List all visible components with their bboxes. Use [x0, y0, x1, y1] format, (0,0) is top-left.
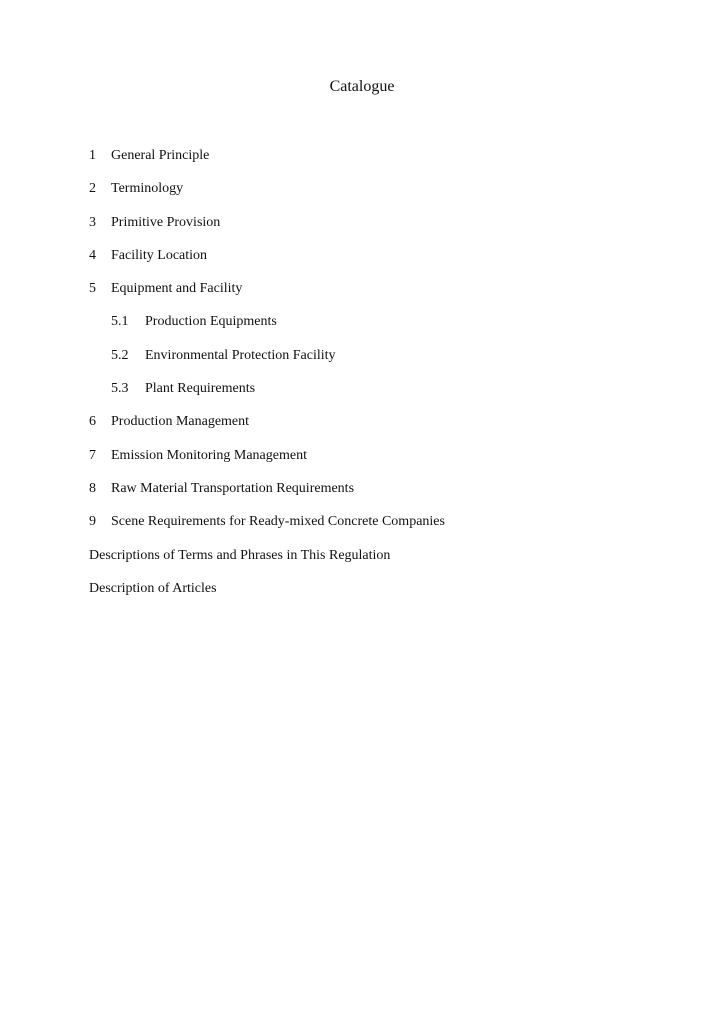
toc-appendix-entry [89, 580, 689, 613]
toc-entry-text: Raw Material Transportation Requirements [111, 480, 355, 496]
toc-entry-text: Description of Articles [89, 580, 217, 596]
toc-entry-text: Production Management [111, 414, 250, 430]
toc-subentry [89, 313, 689, 346]
toc-entry-number: 5.1 [111, 314, 129, 330]
toc-entry-number: 7 [89, 447, 96, 463]
toc-entry-text: Descriptions of Terms and Phrases in This Regulation [89, 547, 391, 563]
toc-entry [89, 513, 689, 546]
toc-entry [89, 413, 689, 446]
toc-entry-text: Environmental Protection Facility [145, 347, 336, 363]
toc-entry [89, 480, 689, 513]
toc-entry-text: Emission Monitoring Management [111, 447, 307, 463]
toc-entry-number: 8 [89, 480, 96, 496]
toc-entry-text: Terminology [111, 181, 184, 197]
toc-entry [89, 447, 689, 480]
toc-entry-number: 5 [89, 281, 96, 297]
toc-entry [89, 214, 689, 247]
toc-subentry [89, 380, 689, 413]
table-of-contents [89, 147, 689, 613]
toc-entry-number: 2 [89, 181, 96, 197]
toc-entry-text: Production Equipments [145, 314, 277, 330]
toc-entry-text: Equipment and Facility [111, 281, 243, 297]
toc-appendix-entry [89, 547, 689, 580]
toc-entry-text: Scene Requirements for Ready-mixed Concrete Companies [111, 514, 445, 530]
toc-entry-text: Facility Location [111, 247, 208, 263]
toc-entry-number: 6 [89, 414, 96, 430]
toc-entry-text: Primitive Provision [111, 214, 221, 230]
toc-entry [89, 147, 689, 180]
toc-entry-text: General Principle [111, 148, 210, 163]
toc-entry-number: 9 [89, 514, 96, 530]
toc-entry-number: 5.2 [111, 347, 129, 363]
toc-entry [89, 280, 689, 313]
toc-entry-number: 1 [89, 148, 96, 163]
toc-entry-text: Plant Requirements [145, 381, 256, 397]
toc-entry [89, 247, 689, 280]
page-title: Catalogue [329, 78, 395, 95]
toc-entry [89, 180, 689, 213]
toc-subentry [89, 347, 689, 380]
toc-entry-number: 5.3 [111, 381, 129, 397]
toc-entry-number: 3 [89, 214, 96, 230]
toc-entry-number: 4 [89, 247, 96, 263]
